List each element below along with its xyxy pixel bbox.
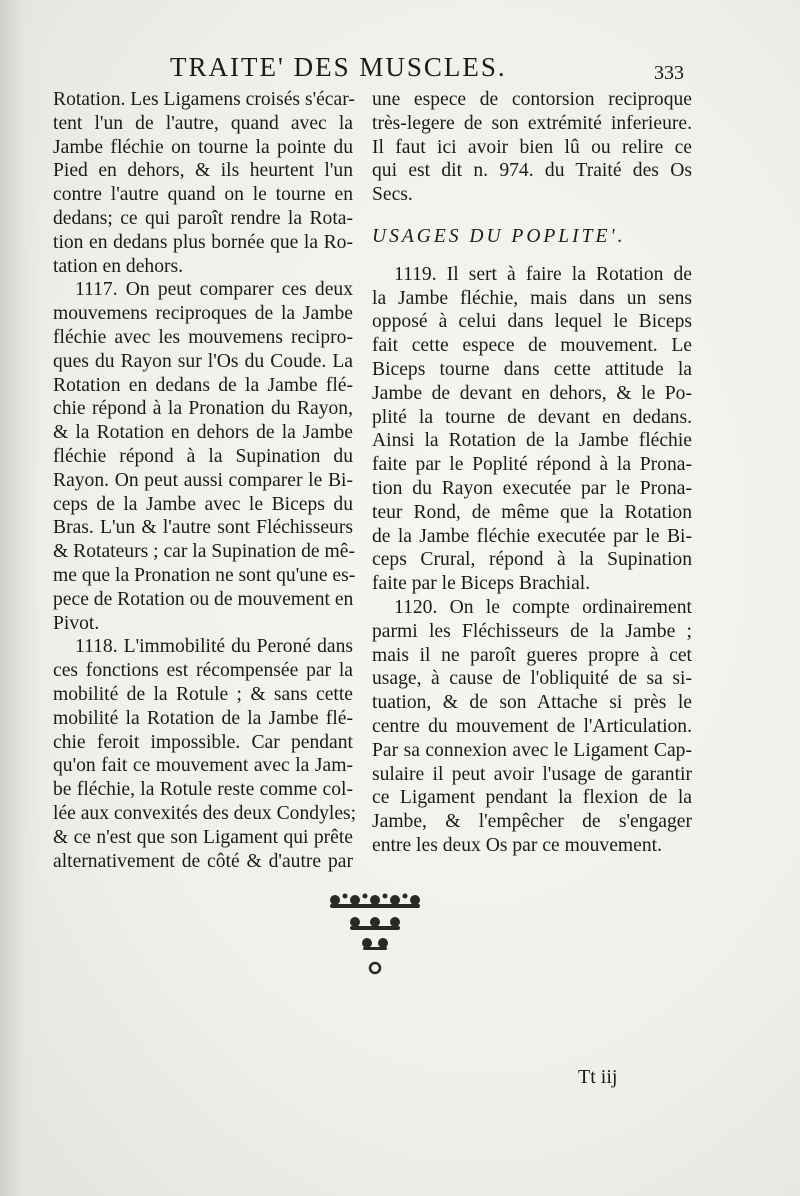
text-line: de la Jambe fléchie executée par le Bi-: [372, 525, 692, 547]
text-line: Il faut ici avoir bien lû ou relire ce: [372, 136, 692, 158]
text-line: qu'on fait ce mouvement avec la Jam-: [53, 755, 353, 777]
text-line: Par sa connexion avec le Ligament Cap-: [372, 739, 692, 761]
text-line: be fléchie, la Rotule reste comme col-: [53, 779, 353, 801]
text-line: tuation, & de son Attache si près le: [372, 692, 692, 714]
text-line: Jambe, & l'empêcher de s'engager: [372, 811, 692, 833]
page-gutter-shadow: [0, 0, 42, 1196]
text-line: mouvemens reciproques de la Jambe: [53, 303, 353, 325]
ornament-row-bottom: [362, 938, 388, 950]
text-line: Ainsi la Rotation de la Jambe fléchie: [372, 430, 692, 452]
left-text-column: [53, 88, 357, 873]
text-line: chie répond à la Pronation du Rayon,: [53, 398, 353, 420]
text-line: parmi les Fléchisseurs de la Jambe ;: [372, 620, 692, 642]
text-line: ques du Rayon sur l'Os du Coude. La: [53, 350, 353, 372]
text-line: Rayon. On peut aussi comparer le Bi-: [53, 469, 353, 491]
text-line: une espece de contorsion reciproque: [372, 89, 692, 110]
section-heading: USAGES DU POPLITE'.: [372, 225, 626, 247]
paragraph-1117-start: 1117. On peut comparer ces deux: [75, 279, 353, 301]
fleuron-ornament-icon: [320, 888, 430, 978]
text-line: Bras. L'un & l'autre sont Fléchisseurs: [53, 517, 353, 539]
text-line: me que la Pronation ne sont qu'une es-: [53, 564, 356, 586]
text-line: ce Ligament pendant la flexion de la: [372, 787, 692, 809]
text-line: centre du mouvement de l'Articulation.: [372, 715, 692, 737]
text-line: fléchie avec les mouvemens recipro-: [53, 326, 353, 348]
text-line: opposé à celui dans lequel le Biceps: [372, 311, 692, 333]
text-line: plité la tourne de devant en dedans.: [372, 406, 692, 428]
ornament-row-top: [330, 894, 420, 909]
text-line: tent l'un de l'autre, quand avec la: [53, 112, 353, 134]
text-line: mobilité la Rotation de la Jambe flé-: [53, 707, 353, 729]
text-line: très-legere de son extrémité inferieure.: [372, 112, 692, 134]
text-line: tation en dehors.: [53, 255, 184, 277]
text-line: ces fonctions est récompensée par la: [53, 660, 353, 682]
text-line: Secs.: [372, 184, 413, 206]
text-line: sulaire il peut avoir l'usage de garantir: [372, 763, 692, 785]
text-line: Jambe fléchie on tourne la pointe du: [53, 136, 353, 158]
page-number: 333: [654, 62, 684, 84]
text-line: fléchie répond à la Supination du: [53, 445, 353, 467]
text-line: la Jambe fléchie, mais dans un sens: [372, 287, 692, 309]
text-line: Pivot.: [53, 612, 100, 634]
text-line: & la Rotation en dehors de la Jambe: [53, 422, 353, 444]
right-text-column: [372, 88, 692, 858]
text-line: Biceps tourne dans cette attitude la: [372, 358, 692, 380]
running-title: TRAITE' DES MUSCLES.: [170, 52, 507, 82]
text-line: usage, à cause de l'obliquité de sa si-: [372, 668, 692, 690]
ornament-row-middle: [350, 917, 400, 930]
text-line: & ce n'est que son Ligament qui prête: [53, 826, 353, 848]
paragraph-1118-start: 1118. L'immobilité du Peroné dans: [75, 636, 353, 658]
paragraph-1119-start: 1119. Il sert à faire la Rotation de: [394, 263, 692, 285]
text-line: pece de Rotation ou de mouvement en: [53, 588, 354, 610]
text-line: tion en dedans plus bornée que la Ro-: [53, 231, 353, 253]
text-line: ceps Crural, répond à la Supination: [372, 549, 692, 571]
text-line: & Rotateurs ; car la Supination de mê-: [53, 541, 355, 563]
text-line: Rotation en dedans de la Jambe flé-: [53, 374, 353, 396]
text-line: mais il ne paroît gueres propre à cet: [372, 644, 692, 666]
text-line: fait cette espece de mouvement. Le: [372, 335, 692, 357]
text-line: faite par le Biceps Brachial.: [372, 573, 591, 595]
text-line: Pied en dehors, & ils heurtent l'un: [53, 160, 353, 182]
signature-mark: Tt iij: [578, 1066, 618, 1088]
text-line: contre l'autre quand on le tourne en: [53, 184, 353, 206]
text-line: entre les deux Os par ce mouvement.: [372, 834, 662, 856]
text-line: ceps de la Jambe avec le Biceps du: [53, 493, 353, 515]
text-line: dedans; ce qui paroît rendre la Rota-: [53, 207, 353, 229]
text-line: Rotation. Les Ligamens croisés s'écar-: [53, 89, 355, 110]
text-line: alternativement de côté & d'autre par: [53, 850, 353, 872]
text-line: chie feroit impossible. Car pendant: [53, 731, 353, 753]
text-line: Jambe de devant en dehors, & le Po-: [372, 382, 692, 404]
text-line: lée aux convexités des deux Condyles;: [53, 802, 357, 824]
text-line: teur Rond, de même que la Rotation: [372, 501, 692, 523]
paragraph-1120-start: 1120. On le compte ordinairement: [394, 596, 692, 618]
text-line: faite par le Poplité répond à la Prona-: [372, 454, 692, 476]
text-line: qui est dit n. 974. du Traité des Os: [372, 160, 692, 182]
text-line: tion du Rayon executée par le Prona-: [372, 477, 692, 499]
text-line: mobilité de la Rotule ; & sans cette: [53, 683, 353, 705]
